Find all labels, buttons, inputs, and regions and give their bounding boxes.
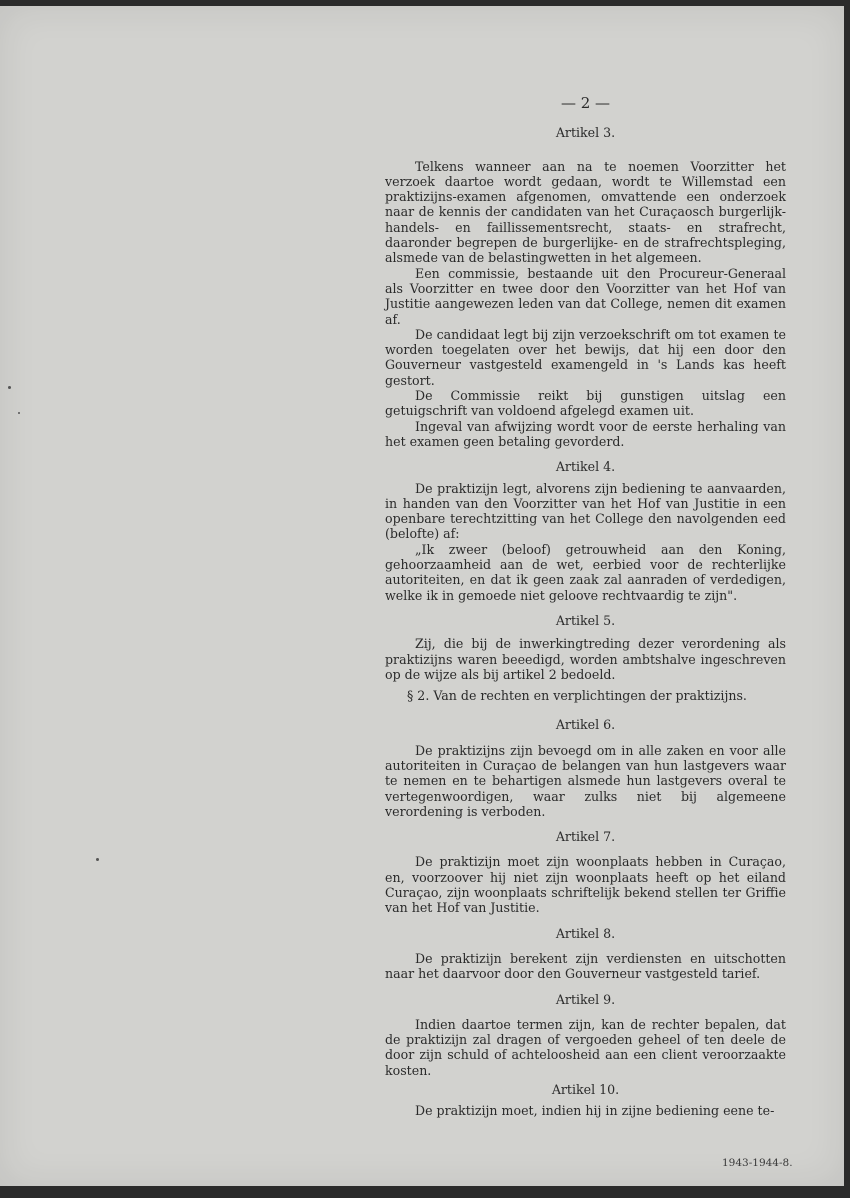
article-paragraph: Telkens wanneer aan na te noemen Voorzitter het verzoek daartoe wordt gedaan, wordt te Willemstad een praktizijns-examen afgenomen, omvattende een onderzoek naar de kennis der candidaten van het Curaçaosch burgerlijk-handels- en faillissementsrecht, staats- en strafrecht, daaronder begrepen de burgerlijke- en de strafrechtspleging, alsmede van de belastingwetten in het algemeen. — [385, 158, 786, 266]
article-paragraph: Een commissie, bestaande uit den Procureur-Generaal als Voorzitter en twee door den Voorzitter van het Hof van Justitie aangewezen leden van dat College, nemen dit examen af. — [385, 265, 786, 327]
article-paragraph: De praktizijn legt, alvorens zijn bediening te aanvaarden, in handen van den Voorzitter van het Hof van Justitie in een openbare terechtzitting van het College den navolgenden eed (belofte) af: — [385, 480, 786, 542]
article-heading: Artikel 9. — [555, 991, 616, 1007]
document-page — [0, 6, 844, 1186]
article-paragraph: Zij, die bij de inwerkingtreding dezer verordening als praktizijns waren beeedigd, worden ambtshalve ingeschreven op de wijze als bij artikel 2 bedoeld. — [385, 636, 786, 682]
article-paragraph: De praktizijn berekent zijn verdiensten en uitschotten naar het daarvoor door den Gouverneur vastgesteld tarief. — [385, 950, 786, 982]
article-heading: Artikel 7. — [555, 829, 616, 845]
article-heading: Artikel 3. — [555, 125, 616, 141]
article-heading: Artikel 5. — [555, 612, 616, 628]
article-paragraph: Ingeval van afwijzing wordt voor de eerste herhaling van het examen geen betaling gevorderd. — [385, 418, 786, 449]
article-paragraph: De candidaat legt bij zijn verzoekschrift om tot examen te worden toegelaten over het bewijs, dat hij een door den Gouverneur vastgesteld examengeld in 's Lands kas heeft gestort. — [385, 326, 786, 388]
footer-code: 1943-1944-8. — [722, 1157, 793, 1169]
oath-paragraph: „Ik zweer (beloof) getrouwheid aan den Koning, gehoorzaamheid aan de wet, eerbied voor de rechterlijke autoriteiten, en dat ik geen zaak zal aanraden of verdedigen, welke ik in gemoede niet geloove rechtvaardig te zijn". — [385, 541, 786, 603]
paper-speck — [18, 412, 20, 414]
article-paragraph: De praktizijn moet zijn woonplaats hebben in Curaçao, en, voorzoover hij niet zijn woonplaats heeft op het eiland Curaçao, zijn woonplaats schriftelijk bekend stellen ter Griffie van het Hof van Justitie. — [385, 854, 786, 916]
article-heading: Artikel 6. — [555, 717, 616, 733]
article-heading: Artikel 8. — [555, 925, 616, 941]
paper-speck — [8, 386, 11, 389]
article-heading: Artikel 4. — [555, 459, 616, 475]
article-paragraph: Indien daartoe termen zijn, kan de rechter bepalen, dat de praktizijn zal dragen of vergoeden geheel of ten deele de door zijn schuld of achteloosheid aan een client veroorzaakte kosten. — [385, 1016, 786, 1078]
article-paragraph: De praktizijn moet, indien hij in zijne bediening eene te- — [415, 1103, 775, 1119]
paper-speck — [96, 858, 99, 861]
article-paragraph: De praktizijns zijn bevoegd om in alle zaken en voor alle autoriteiten in Curaçao de belangen van hun lastgevers waar te nemen en te behartigen alsmede hun lastgevers overal te vertegenwoordigen, waar zulks niet bij algemeene verordening is verboden. — [385, 742, 786, 819]
article-heading: Artikel 10. — [551, 1082, 620, 1098]
text-column — [385, 96, 786, 1119]
article-paragraph: De Commissie reikt bij gunstigen uitslag een getuigschrift van voldoend afgelegd examen uit. — [385, 388, 786, 419]
page-number: — 2 — — [560, 94, 611, 112]
section-heading: § 2. Van de rechten en verplichtingen der praktizijns. — [407, 688, 747, 704]
